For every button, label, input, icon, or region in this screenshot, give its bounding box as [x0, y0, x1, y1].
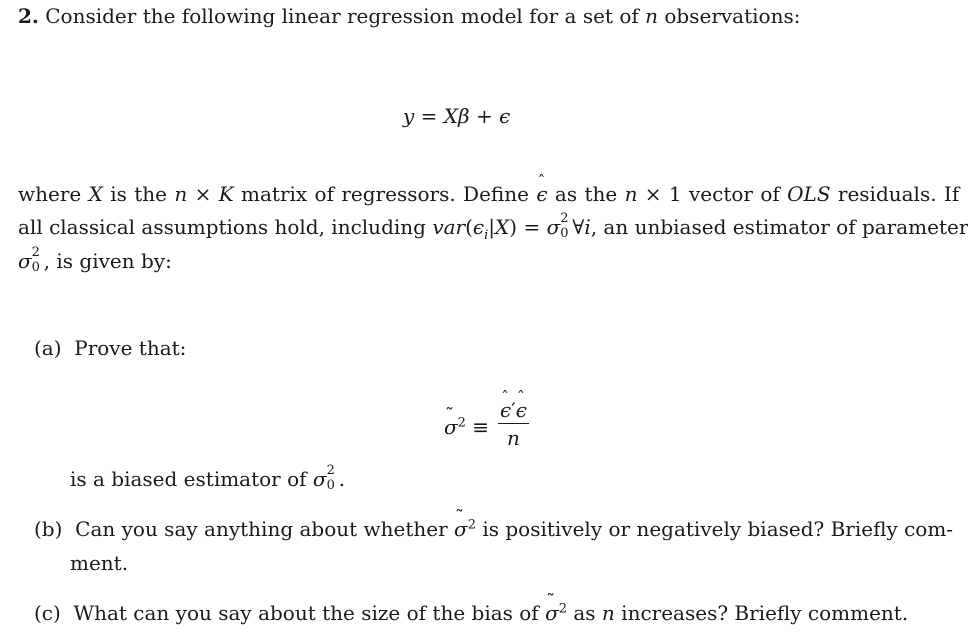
part-a-text: Prove that:: [74, 336, 187, 360]
part-b-line-2: ment.: [70, 551, 129, 575]
part-b-label: (b): [34, 517, 63, 541]
question-intro: 2. Consider the following linear regression model for a set of n observations:: [18, 4, 801, 28]
question-number: 2.: [18, 4, 39, 28]
part-a: [34, 336, 186, 360]
context-line-3: σ 2 0 , is given by:: [18, 245, 172, 275]
part-a-follow-up: is a biased estimator of σ 2 0 .: [70, 463, 345, 493]
part-a-label: (a): [34, 336, 62, 360]
part-c-label: (c): [34, 601, 61, 625]
estimator-fraction: ˆ $\frac{\text{ϵ′ˆ ϵ}}{n}$: [498, 398, 529, 450]
context-line-1: where X is the n × K matrix of regressors. Define ˆ ϵ as the n × 1 vector of OLS residuals. If: [18, 182, 959, 206]
part-c: (c) What can you say about the size of the bias of ˜ $\sigma^2$ as n increases? Briefly comment.: [34, 601, 908, 625]
estimator-lhs: ˜ $\sigma^2$ ≡: [444, 415, 489, 439]
context-line-2: all classical assumptions hold, including $var(\epsilon_i|X) = \sigma$ 2 0 ∀i, an unbiased estimator of parameter: [18, 211, 968, 243]
model-equation: y = Xβ + ϵ: [403, 104, 511, 128]
part-b: (b) Can you say anything about whether ˜ $\sigma^2$ is positively or negatively biased? Briefly com-: [34, 517, 953, 541]
